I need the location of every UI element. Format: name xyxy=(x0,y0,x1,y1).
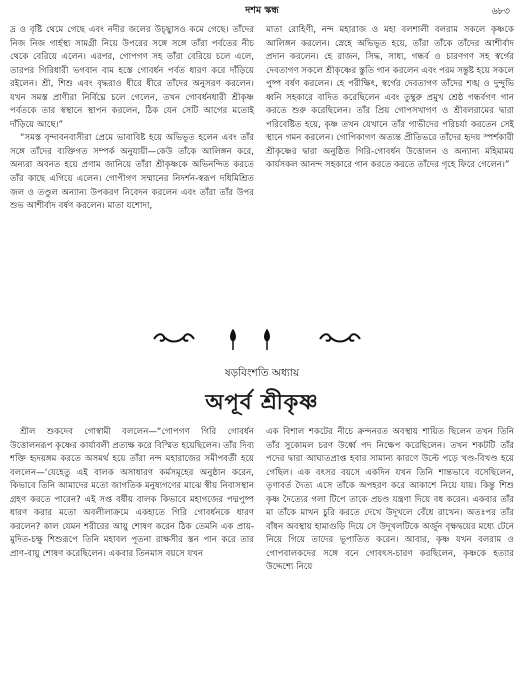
ornament-icon xyxy=(228,329,238,351)
section-divider xyxy=(0,329,524,351)
ornament-icon xyxy=(262,329,272,351)
running-title: দশম স্কন্ধ xyxy=(245,5,279,16)
paragraph: “সমস্ত বৃন্দাবনবাসীরা প্রেমে ভাবাবিষ্ট হয়ে অভিভূত হলেন এবং তাঁর সঙ্গে তাঁদের ব্যক্তিগত সম্পর্ক অনুযায়ী—কেউ তাঁকে আলিঙ্গন করে, অন্যরা অবনত হয়ে প্রণাম জানিয়ে তাঁরা শ্রীকৃষ্ণকে অভিনন্দিত করতে তাঁর কাছে এগিয়ে এলেন। গোপীগণ সম্মানের নিদর্শন-স্বরূপ দধিমিশ্রিত জল ও তণ্ডুল অন্যান্য উপকরণ নিবেদন করলেন এবং তাঁরা তাঁর উপর শুভ আশীর্বাদ বর্ষণ করলেন। মাতা যশোদা, xyxy=(10,133,254,212)
chapter-number: ষড়বিংশতি অধ্যায় xyxy=(224,367,300,379)
paragraph: এক বিশাল শকটের নীচে ক্রন্দনরত অবস্থায় শায়িত ছিলেন তখন তিনি তাঁর সুকোমল চরণ উর্ধ্বে পদ নিক্ষেপ করেছিলেন। তখন শকটটি তাঁর পদের দ্বারা আঘাতপ্রাপ্ত হবার সামান্য কারণে উল্টে পড়ে খণ্ড-বিখণ্ড হয়ে গেছিল। এক বৎসর বয়সে একদিন যখন তিনি শান্তভাবে বসেছিলেন, তৃণাবর্ত দৈত্য এসে তাঁকে অপহরণ করে আকাশে নিয়ে যায়। কিন্তু শিশু কৃষ্ণ দৈত্যের গলা টিপে তাকে প্রচণ্ড যন্ত্রণা দিয়ে বধ করেন। একবার তাঁর মা তাঁকে মাখন চুরি করতে দেখে উদূখলে বেঁধে রাখেন। অতঃপর তাঁর বাঁধন অবস্থায় হামাগুড়ি দিয়ে সে উদূখলটিকে অর্জুন বৃক্ষদ্বয়ের মধ্যে টেনে নিয়ে গিয়ে তাদের ভূপাতিত করেন। আবার, কৃষ্ণ যখন বলরাম ও গোপবালকদের সঙ্গে বনে গোবৎস-চারণ করছিলেন, কৃষ্ণকে হত্যার উদ্দেশ্যে নিয়ে xyxy=(266,427,514,573)
page-header xyxy=(0,4,524,18)
ornament-icon xyxy=(318,329,362,349)
top-right-column xyxy=(266,24,514,310)
paragraph: শ্রীল শুকদেব গোস্বামী বললেন—“গোপগণ গিরি গোবর্ধন উত্তোলনরূপ কৃষ্ণের কার্যাবলী প্রত্যক্ষ করে বিস্মিত হয়েছিলেন। তাঁর দিব্য শক্তি হৃদয়ঙ্গম করতে অসমর্থ হয়ে তাঁরা নন্দ মহারাজের সমীপবর্তী হয়ে বললেন—‘যেহেতু এই বালক অসাধারণ কর্মসমূহের অনুষ্ঠান করেন, কিভাবে তিনি আমাদের মতো জাগতিক মনুষ্যগণের মাঝে স্বীয় নিবাসস্থান গ্রহণ করতে পারেন? এই সপ্ত বর্ষীয় বালক কিভাবে মহাগজের পদ্মপুষ্প ধারণ করার মতো অবলীলাক্রমে একহাতে গিরি গোবর্ধনকে ধারণ করলেন? কাল যেমন শরীরের আয়ু শোষণ করেন ঠিক তেমনি এক প্রায়-মুদিত-চক্ষু শিশুরূপে তিনি মহাবল পূতনা রাক্ষসীর স্তন পান করে তার প্রাণ-বায়ু শোষণ করেছিলেন। একবার তিনমাস বয়সে যখন xyxy=(10,427,254,559)
page-number: ৬৮৩ xyxy=(491,6,510,17)
top-left-column xyxy=(10,24,254,310)
bottom-left-column xyxy=(10,426,254,692)
ornament-icon xyxy=(152,329,196,349)
bottom-right-column xyxy=(266,426,514,692)
paragraph: দ্র ও বৃষ্টি থেমে গেছে এবং নদীর জলের উচ্ছ্বাসও কমে গেছে। তাঁদের নিজ নিজ গার্হস্থ্য সামগ্রী নিয়ে উপরের সঙ্গে সঙ্গে তাঁরা পর্বতের নীচ থেকে বেরিয়ে এলেন। এরপর, গোপগণ সহ তাঁরা বেরিয়ে চলে এলে, তারপর গিরিধারী ভগবান বাম হস্তে গোবর্ধন পর্বত ধারণ করে দাঁড়িয়ে রইলেন। শ্রী, শিশু এবং বৃদ্ধরাও ধীরে ধীরে তাঁদের অনুসরণ করলেন। যখন সমস্ত প্রাণীরা নির্বিঘ্নে চলে গেলেন, তখন গোবর্ধনধারী শ্রীকৃষ্ণ পর্বতকে তার স্বস্থানে স্থাপন করলেন, ঠিক যেন সেটি আগের মতোই দাঁড়িয়ে আছে।” xyxy=(10,25,254,130)
chapter-title: অপূর্ব শ্রীকৃষ্ণ xyxy=(205,390,319,414)
paragraph: মাতা রোহিণী, নন্দ মহারাজ ও মহা বলশালী বলরাম সকলে কৃষ্ণকে আলিঙ্গন করলেন। স্নেহে অভিভূত হয়ে, তাঁরা তাঁকে তাঁদের আশীর্বাদ প্রদান করলেন। হে রাজন, সিদ্ধ, সাধ্য, গন্ধর্ব ও চারণগণ সহ স্বর্গের দেবতাগণ সকলে শ্রীকৃষ্ণের স্তুতি গান করলেন এবং পরম সন্তুষ্ট হয়ে সকলে পুষ্প বর্ষণ করলেন। হে পরীক্ষিৎ, স্বর্গের দেবতাগণ তাঁদের শঙ্খ ও দুন্দুভি ধ্বনি সহকারে বাদিত করেছিলেন এবং তুম্বুরু প্রমুখ শ্রেষ্ঠ গন্ধর্বগণ গান করতে শুরু করেছিলেন। তাঁর প্রিয় গোপসখাগণ ও শ্রীবলরামের দ্বারা পরিবেষ্টিত হয়ে, কৃষ্ণ তখন যেখানে তাঁর গাভীদের পরিচর্যা করতেন সেই স্থানে গমন করলেন। গোপিকাগণ অত্যন্ত প্রীতিভরে তাঁদের হৃদয় স্পর্শকারী শ্রীকৃষ্ণের দ্বারা অনুষ্ঠিত গিরি-গোবর্ধন উত্তোলন ও অন্যান্য মহিমাময় কার্যসকল আনন্দ সহকারে গান করতে করতে তাঁদের গৃহে ফিরে গেলেন।” xyxy=(266,25,514,171)
